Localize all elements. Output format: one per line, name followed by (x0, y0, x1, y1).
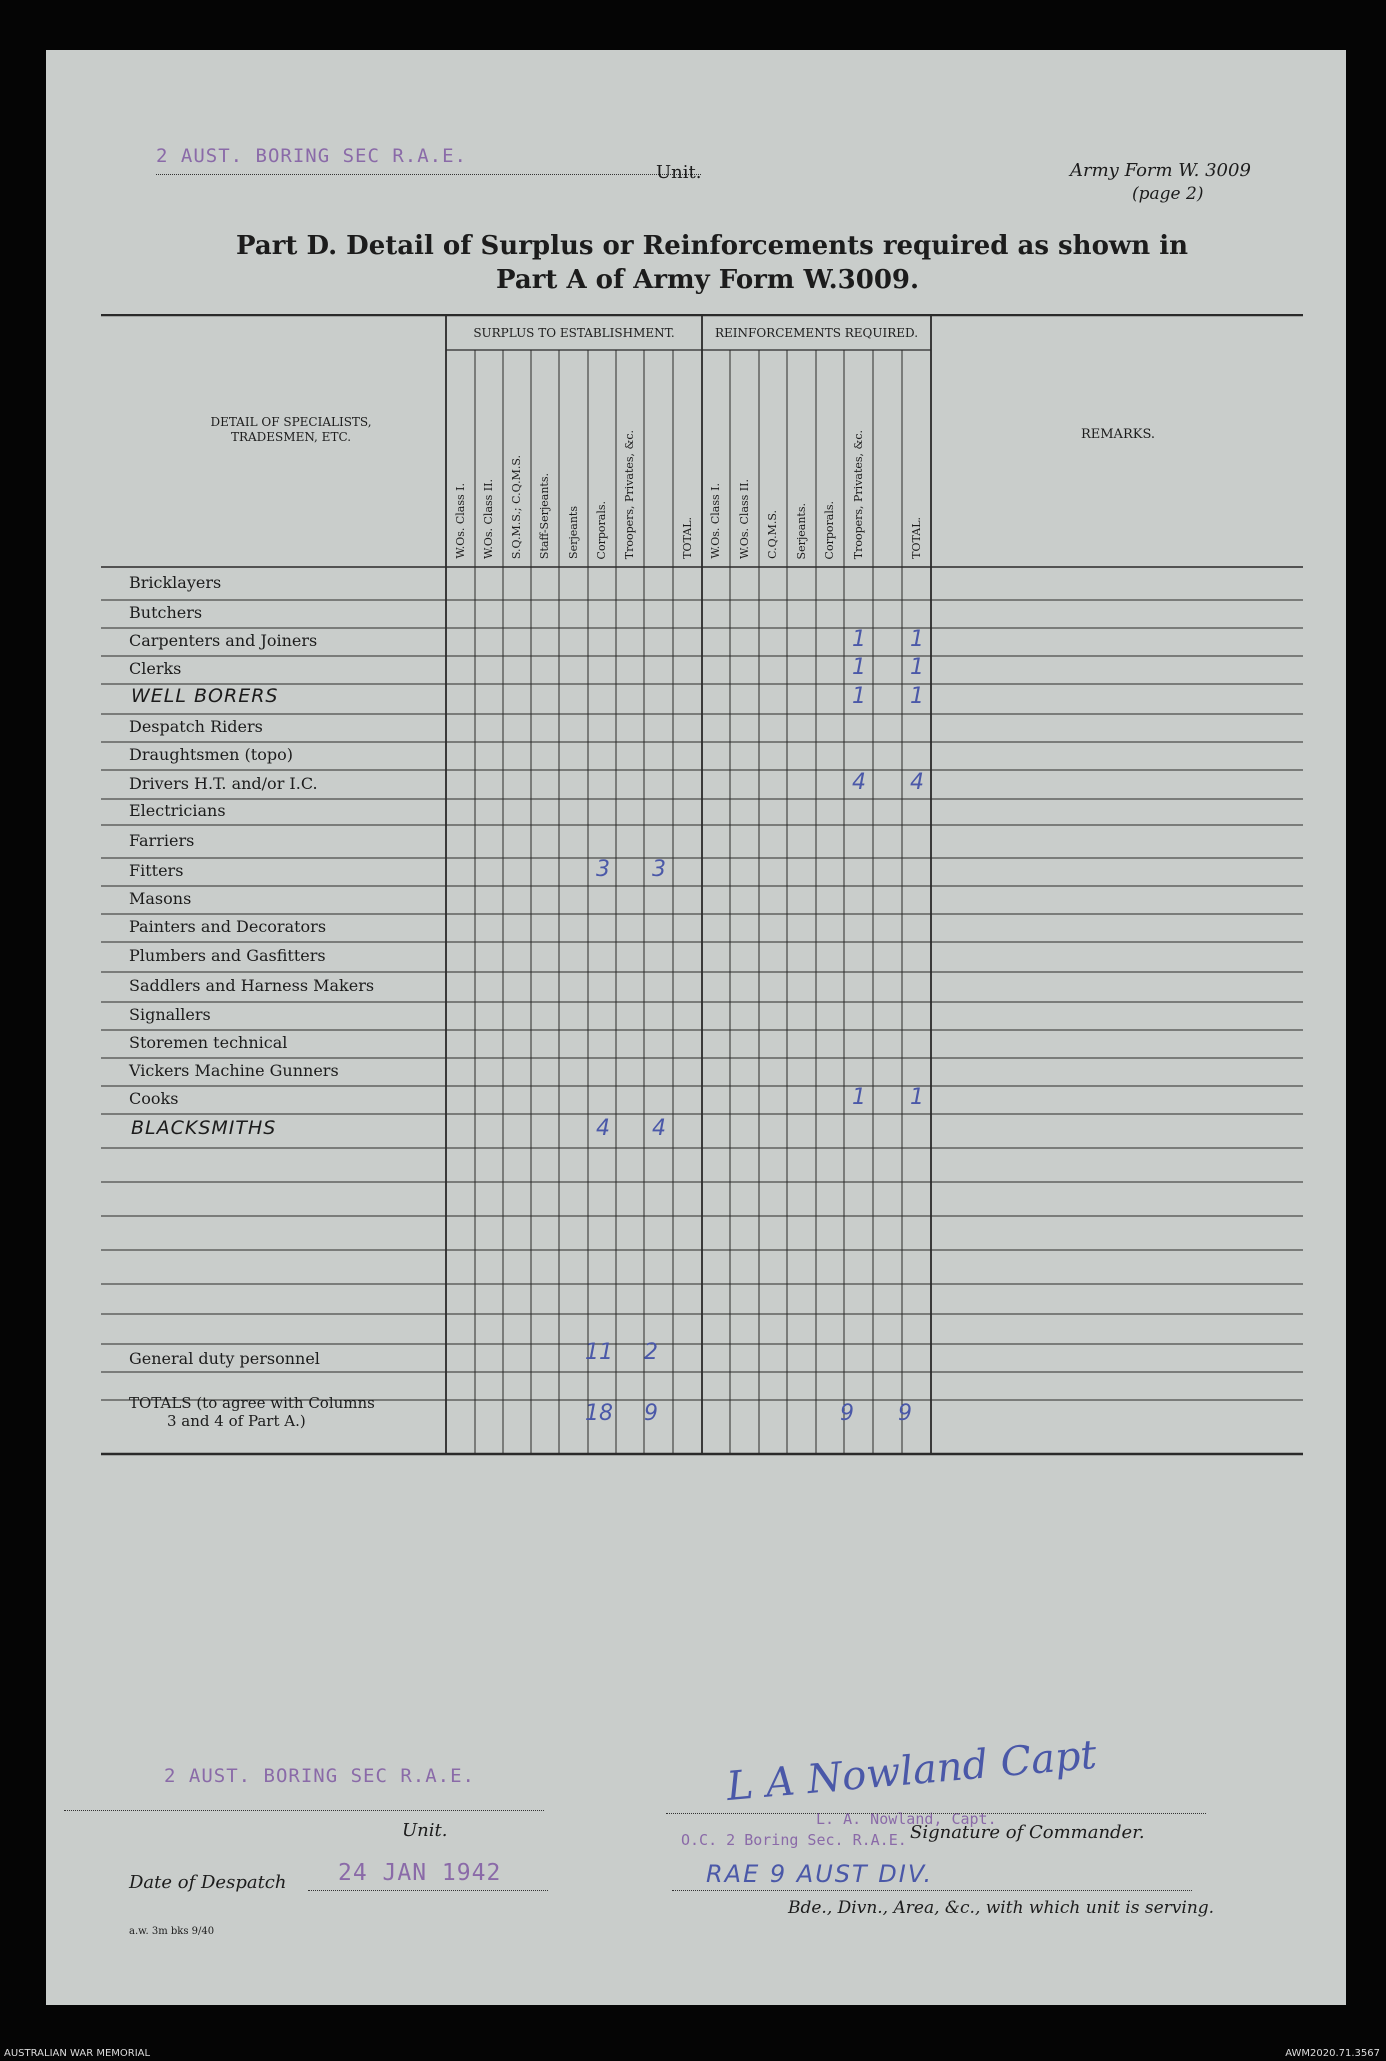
row-label: Fitters (129, 861, 184, 880)
row-label: Bricklayers (129, 572, 222, 592)
totals-label-line-2: 3 and 4 of Part A.) (167, 1412, 306, 1430)
cell-s-priv: 4 (596, 1116, 610, 1141)
formation-dotline (672, 1890, 1192, 1891)
surplus-column-header: Troopers, Privates, &c. (623, 429, 636, 559)
date-label: Date of Despatch (129, 1872, 287, 1893)
row-label: Despatch Riders (129, 717, 263, 736)
reinf-column-header: Serjeants. (794, 502, 808, 559)
archive-caption (0, 2047, 1386, 2061)
archive-id: AWM2020.71.3567 (1285, 2048, 1380, 2059)
formation-handwritten: RAE 9 AUST DIV. (706, 1860, 934, 1888)
surplus-header: SURPLUS TO ESTABLISHMENT. (473, 326, 675, 340)
cell-r-total: 1 (910, 627, 924, 652)
row-label: Drivers H.T. and/or I.C. (129, 773, 318, 793)
general-duty-label: General duty personnel (129, 1349, 320, 1368)
row-label: Storemen technical (129, 1033, 288, 1052)
unit-dotline (156, 174, 701, 175)
row-label: Draughtsmen (topo) (129, 745, 293, 764)
form-sheet (46, 50, 1346, 2005)
surplus-column-header: TOTAL. (680, 517, 694, 559)
cell-s-priv: 3 (596, 857, 610, 882)
surplus-column-header: Staff-Serjeants. (538, 472, 551, 559)
form-name: Army Form W. 3009 (1070, 160, 1251, 181)
totals-reinf-privates: 9 (840, 1401, 854, 1426)
row-label: Electricians (129, 801, 226, 820)
row-label: Cooks (129, 1089, 179, 1108)
reinf-column-header: W.Os. Class II. (737, 478, 751, 559)
form-page: (page 2) (1132, 184, 1204, 204)
date-stamp: 24 JAN 1942 (338, 1860, 502, 1886)
row-label: Farriers (129, 830, 195, 850)
cell-r-priv: 1 (852, 655, 866, 680)
oc-stamp: O.C. 2 Boring Sec. R.A.E. (681, 1831, 907, 1849)
cell-r-priv: 4 (852, 769, 866, 795)
detail-header: DETAIL OF SPECIALISTS, TRADESMEN, ETC. (210, 415, 372, 444)
surplus-column-header: Corporals. (595, 500, 608, 559)
totals-reinf-total: 9 (898, 1401, 912, 1426)
row-label: Carpenters and Joiners (129, 631, 318, 650)
cell-r-total: 1 (910, 655, 924, 680)
unit-stamp: 2 AUST. BORING SEC R.A.E. (156, 145, 467, 167)
row-label: Signallers (129, 1005, 211, 1024)
row-label: Masons (129, 889, 192, 908)
signature-dotline (666, 1813, 1206, 1814)
detail-table (101, 314, 1303, 1704)
surplus-column-header: S.Q.M.S.; C.Q.M.S. (510, 454, 523, 559)
row-label: Clerks (129, 659, 182, 678)
row-label: BLACKSMITHS (131, 1117, 277, 1139)
row-label: Butchers (129, 603, 203, 622)
cell-s-total: 3 (652, 857, 666, 882)
totals-label-line-1: TOTALS (to agree with Columns (129, 1394, 375, 1412)
remarks-header: REMARKS. (1080, 427, 1156, 442)
cell-r-total: 4 (910, 769, 924, 795)
cell-r-priv: 1 (852, 1085, 866, 1110)
cell-r-total: 1 (910, 684, 924, 709)
totals-surplus-total: 9 (644, 1401, 658, 1426)
surplus-column-header: Serjeants (566, 506, 580, 559)
unit-label: Unit. (656, 162, 702, 183)
date-dotline (308, 1890, 548, 1891)
footer-unit-stamp: 2 AUST. BORING SEC R.A.E. (164, 1765, 475, 1787)
row-label: Painters and Decorators (129, 917, 327, 936)
footer-unit-label: Unit. (402, 1820, 448, 1841)
signature-name-stamp: L. A. Nowland, Capt. (816, 1810, 997, 1828)
row-label: Plumbers and Gasfitters (129, 946, 326, 965)
row-label: Saddlers and Harness Makers (129, 976, 375, 995)
signature-label: Signature of Commander. (910, 1822, 1145, 1843)
cell-r-total: 1 (910, 1085, 924, 1110)
totals-surplus-privates: 18 (585, 1401, 613, 1426)
commander-signature: L A Nowland Capt (724, 1731, 1099, 1811)
page-title-line-2: Part A of Army Form W.3009. (496, 265, 920, 295)
print-code: a.w. 3m bks 9/40 (129, 1926, 215, 1937)
general-duty-surplus-total: 2 (644, 1340, 658, 1365)
reinf-column-header: Corporals. (823, 500, 836, 559)
reinf-column-header: Troopers, Privates, &c. (851, 429, 865, 559)
reinforcements-header: REINFORCEMENTS REQUIRED. (714, 326, 919, 340)
row-label: Vickers Machine Gunners (129, 1061, 339, 1080)
cell-r-priv: 1 (852, 627, 866, 652)
table-grid (101, 314, 1303, 1704)
page-title-line-1: Part D. Detail of Surplus or Reinforcements required as shown in (236, 231, 1189, 261)
cell-s-total: 4 (652, 1116, 666, 1141)
archive-name: AUSTRALIAN WAR MEMORIAL (4, 2048, 151, 2059)
cell-r-priv: 1 (852, 684, 866, 709)
footer-unit-dotline (64, 1810, 544, 1811)
reinf-column-header: C.Q.M.S. (766, 510, 779, 559)
formation-label: Bde., Divn., Area, &c., with which unit is serving. (788, 1898, 1215, 1918)
reinf-column-header: TOTAL. (909, 517, 923, 559)
surplus-column-header: W.Os. Class II. (482, 478, 495, 559)
general-duty-surplus-privates: 11 (585, 1340, 613, 1365)
row-label: WELL BORERS (131, 685, 279, 707)
reinf-column-header: W.Os. Class I. (709, 483, 722, 559)
surplus-column-header: W.Os. Class I. (453, 483, 467, 559)
